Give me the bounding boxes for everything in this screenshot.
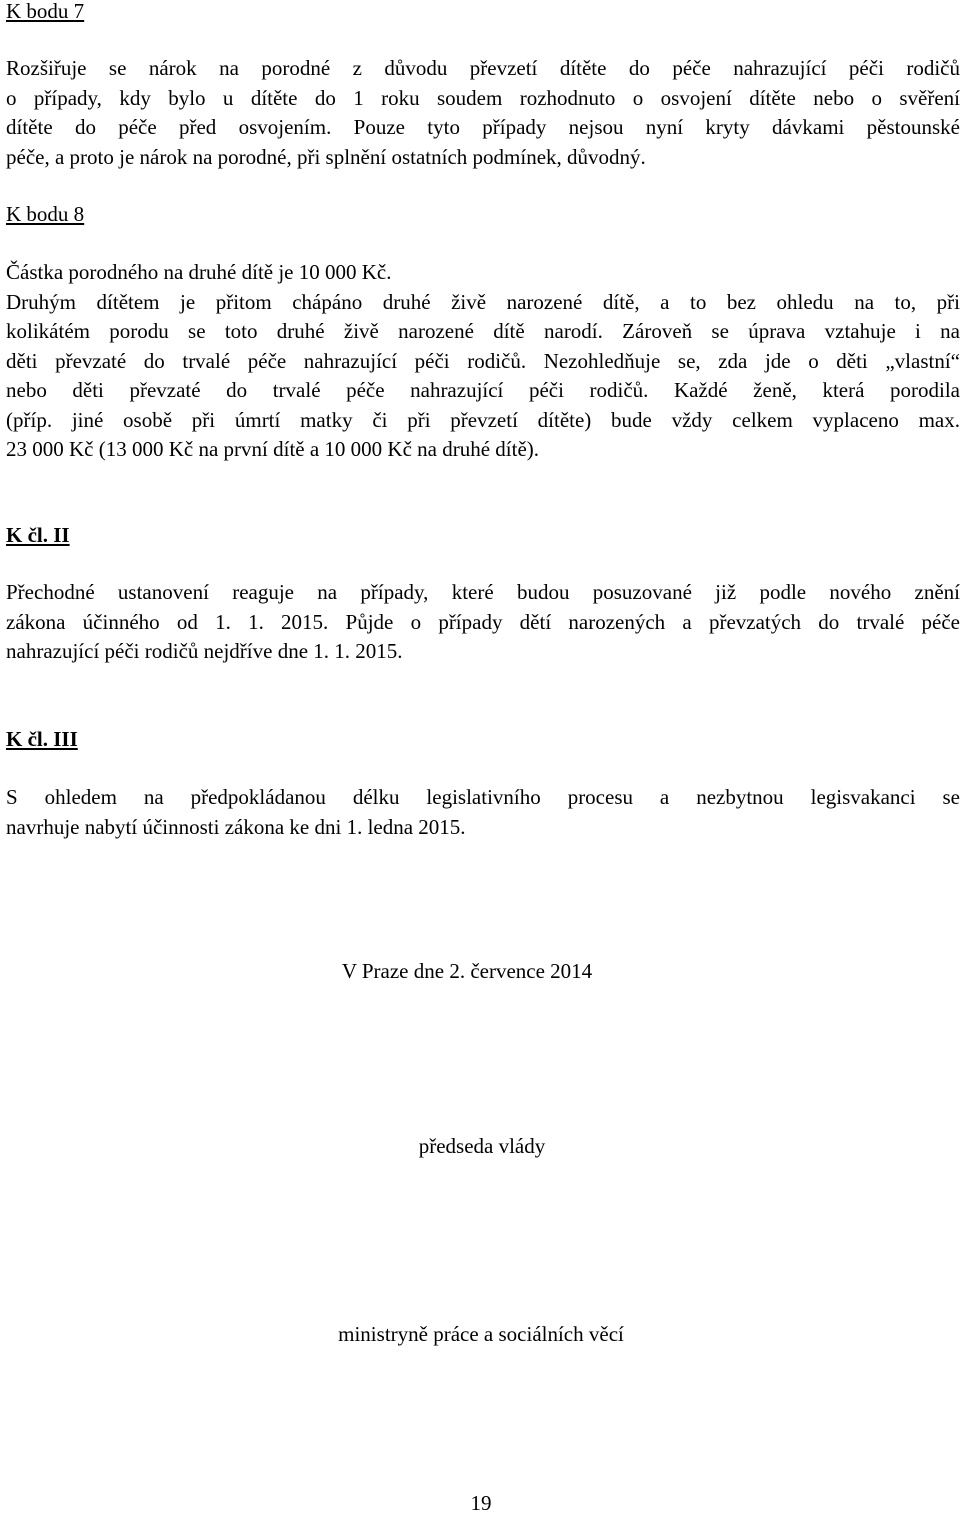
text-line: S ohledem na předpokládanou délku legislativního procesu a nezbytnou legisvakanci se: [6, 785, 960, 809]
text-line: nahrazující péči rodičů nejdříve dne 1. 1. 2015.: [6, 639, 403, 663]
text-line: Částka porodného na druhé dítě je 10 000 Kč.: [6, 260, 392, 284]
paragraph-cl-2: [6, 578, 960, 667]
text-line: děti převzaté do trvalé péče nahrazující péči rodičů. Nezohledňuje se, zda jde o děti „vlastní“: [6, 348, 960, 373]
paragraph-bod-7: [6, 54, 960, 172]
section-heading-cl-2: K čl. II: [6, 523, 70, 547]
signatory-minister: ministryně práce a sociálních věcí: [338, 1322, 624, 1346]
text-line: nebo děti převzaté do trvalé péče nahrazující péči rodičů. Každé ženě, která porodila: [6, 378, 960, 402]
section-heading-bod-7: K bodu 7: [6, 0, 85, 23]
paragraph-cl-3: [6, 783, 960, 842]
place-date: V Praze dne 2. července 2014: [341, 959, 593, 983]
paragraph-bod-8: [6, 258, 960, 465]
text-line: kolikátém porodu se toto druhé živě narozené dítě narodí. Zároveň se úprava vztahuje i na: [6, 319, 960, 343]
text-line: navrhuje nabytí účinnosti zákona ke dni 1. ledna 2015.: [6, 814, 466, 839]
text-line: zákona účinného od 1. 1. 2015. Půjde o případy dětí narozených a převzatých do trvalé péče: [6, 609, 960, 634]
text-line: (příp. jiné osobě při úmrtí matky či při převzetí dítěte) bude vždy celkem vyplaceno max.: [6, 407, 960, 432]
signatory-prime-minister: předseda vlády: [418, 1134, 546, 1158]
text-line: Přechodné ustanovení reaguje na případy, které budou posuzované již podle nového znění: [6, 580, 960, 604]
text-line: o případy, kdy bylo u dítěte do 1 roku soudem rozhodnuto o osvojení dítěte nebo o svěření: [6, 85, 960, 110]
text-line: Rozšiřuje se nárok na porodné z důvodu převzetí dítěte do péče nahrazující péči rodičů: [6, 56, 960, 80]
section-heading-cl-3: K čl. III: [6, 727, 78, 751]
text-line: péče, a proto je nárok na porodné, při splnění ostatních podmínek, důvodný.: [6, 144, 646, 169]
section-heading-bod-8: K bodu 8: [6, 202, 85, 226]
text-line: 23 000 Kč (13 000 Kč na první dítě a 10 000 Kč na druhé dítě).: [6, 437, 540, 461]
text-line: Druhým dítětem je přitom chápáno druhé živě narozené dítě, a to bez ohledu na to, při: [6, 289, 960, 314]
page-number: 19: [470, 1491, 492, 1515]
text-line: dítěte do péče před osvojením. Pouze tyto případy nejsou nyní kryty dávkami pěstounské: [6, 115, 960, 139]
